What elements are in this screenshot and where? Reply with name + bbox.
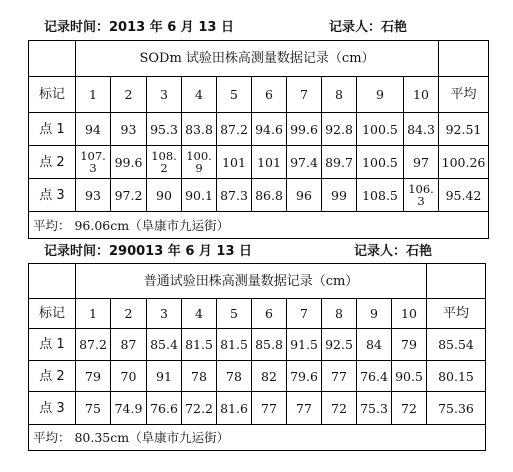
table-cell: 97: [404, 146, 439, 179]
table-cell: 79.6: [287, 361, 322, 392]
table-cell: 77: [252, 392, 287, 425]
table-cell: 101: [252, 146, 287, 179]
table-cell: 100. 9: [182, 146, 217, 179]
table-cell: 90.1: [182, 179, 217, 212]
table-cell: 87.3: [217, 179, 252, 212]
table-cell: 75.3: [357, 392, 392, 425]
row-label: 点 1: [29, 329, 76, 361]
record-meta-2: [0, 238, 513, 258]
header-col: 5: [217, 299, 252, 329]
table-cell: 84: [357, 329, 392, 361]
table-cell: 72.2: [182, 392, 217, 425]
table-cell: 70: [111, 361, 147, 392]
table-row: [29, 329, 486, 361]
row-label: 点 1: [29, 113, 76, 146]
header-col: 2: [111, 299, 147, 329]
table-cell: 90: [147, 179, 182, 212]
table-cell: 97.2: [111, 179, 147, 212]
table-footer: 平均： 96.06cm（阜康市九运街）: [29, 212, 489, 239]
table-title: 普通试验田株高测量数据记录（cm）: [76, 264, 427, 299]
table-cell: 108. 2: [147, 146, 182, 179]
header-col: 1: [76, 299, 111, 329]
table-cell: 97.4: [287, 146, 322, 179]
table-cell: 95.3: [147, 113, 182, 146]
header-col: 9: [357, 77, 404, 113]
table-cell: 90.5: [392, 361, 427, 392]
recorder-2: 记录人：石艳: [354, 244, 433, 259]
table-cell: 100.5: [357, 146, 404, 179]
record-meta-1: [0, 14, 513, 34]
title-right-cell: [427, 264, 486, 299]
table-cell: 77: [287, 392, 322, 425]
table-cell: 99.6: [111, 146, 147, 179]
header-col: 10: [404, 77, 439, 113]
table-cell: 87: [111, 329, 147, 361]
average-cell: 75.36: [427, 392, 486, 425]
header-col: 2: [111, 77, 147, 113]
average-cell: 92.51: [439, 113, 489, 146]
table-cell: 94.6: [252, 113, 287, 146]
table-cell: 91: [147, 361, 182, 392]
header-average: 平均: [439, 77, 489, 113]
table-row: [29, 392, 486, 425]
header-col: 6: [252, 77, 287, 113]
average-cell: 95.42: [439, 179, 489, 212]
header-label: 标记: [29, 299, 76, 329]
table-row: [29, 179, 489, 212]
table-cell: 87.2: [76, 329, 111, 361]
table-cell: 85.4: [147, 329, 182, 361]
row-label: 点 3: [29, 179, 76, 212]
header-label: 标记: [29, 77, 76, 113]
header-col: 10: [392, 299, 427, 329]
title-left-cell: [29, 41, 76, 77]
header-col: 7: [287, 77, 322, 113]
header-row: [29, 299, 486, 329]
table-cell: 94: [76, 113, 111, 146]
table-cell: 107. 3: [76, 146, 111, 179]
table-cell: 72: [392, 392, 427, 425]
title-right-cell: [439, 41, 489, 77]
table-cell: 76.6: [147, 392, 182, 425]
normal-height-table: [28, 263, 486, 451]
header-average: 平均: [427, 299, 486, 329]
table-cell: 79: [76, 361, 111, 392]
table-cell: 96: [287, 179, 322, 212]
table-cell: 72: [322, 392, 357, 425]
header-col: 5: [217, 77, 252, 113]
table-cell: 78: [217, 361, 252, 392]
header-col: 6: [252, 299, 287, 329]
table-cell: 82: [252, 361, 287, 392]
average-cell: 85.54: [427, 329, 486, 361]
table-cell: 92.8: [322, 113, 357, 146]
table-row: [29, 113, 489, 146]
table-cell: 81.5: [217, 329, 252, 361]
table-cell: 92.5: [322, 329, 357, 361]
header-col: 4: [182, 299, 217, 329]
table-cell: 75: [76, 392, 111, 425]
header-col: 8: [322, 77, 357, 113]
header-col: 9: [357, 299, 392, 329]
table-cell: 81.5: [182, 329, 217, 361]
table-title: SODm 试验田株高测量数据记录（cm）: [76, 41, 439, 77]
table-cell: 91.5: [287, 329, 322, 361]
record-time-1: 记录时间：2013 年 6 月 13 日: [44, 20, 234, 35]
table-cell: 83.8: [182, 113, 217, 146]
average-cell: 100.26: [439, 146, 489, 179]
row-label: 点 3: [29, 392, 76, 425]
recorder-1: 记录人：石艳: [329, 20, 408, 35]
table-cell: 101: [217, 146, 252, 179]
row-label: 点 2: [29, 146, 76, 179]
table-cell: 84.3: [404, 113, 439, 146]
table-cell: 87.2: [217, 113, 252, 146]
table-cell: 93: [76, 179, 111, 212]
table-cell: 99.6: [287, 113, 322, 146]
header-row: [29, 77, 489, 113]
row-label: 点 2: [29, 361, 76, 392]
table-cell: 85.8: [252, 329, 287, 361]
table-cell: 89.7: [322, 146, 357, 179]
table-cell: 108.5: [357, 179, 404, 212]
header-col: 3: [147, 77, 182, 113]
header-col: 8: [322, 299, 357, 329]
table-cell: 93: [111, 113, 147, 146]
table-row: [29, 361, 486, 392]
table-row: [29, 146, 489, 179]
table-cell: 86.8: [252, 179, 287, 212]
table-footer: 平均： 80.35cm（阜康市九运街）: [29, 425, 486, 451]
header-col: 7: [287, 299, 322, 329]
header-col: 1: [76, 77, 111, 113]
table-cell: 76.4: [357, 361, 392, 392]
average-cell: 80.15: [427, 361, 486, 392]
table-cell: 99: [322, 179, 357, 212]
table-cell: 81.6: [217, 392, 252, 425]
sodm-height-table: [28, 40, 489, 239]
table-cell: 79: [392, 329, 427, 361]
table-cell: 78: [182, 361, 217, 392]
table-cell: 74.9: [111, 392, 147, 425]
title-left-cell: [29, 264, 76, 299]
record-time-2: 记录时间：290013 年 6 月 13 日: [44, 244, 253, 259]
table-cell: 106. 3: [404, 179, 439, 212]
table-cell: 77: [322, 361, 357, 392]
header-col: 3: [147, 299, 182, 329]
table-cell: 100.5: [357, 113, 404, 146]
header-col: 4: [182, 77, 217, 113]
